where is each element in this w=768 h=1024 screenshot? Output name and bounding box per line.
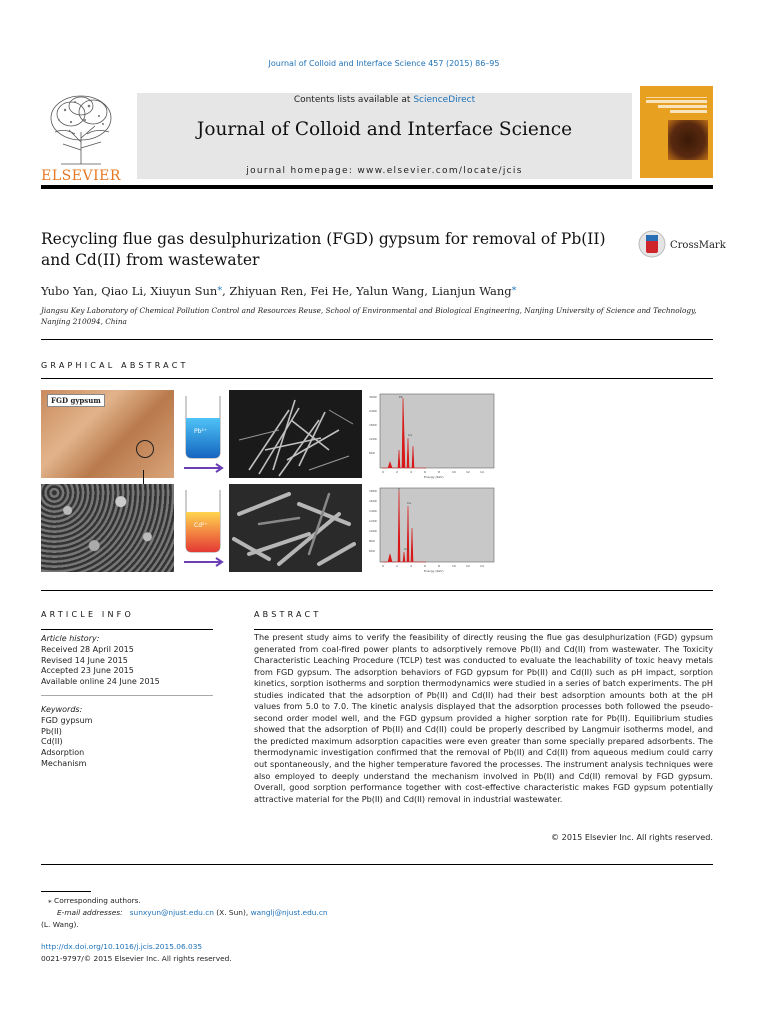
elsevier-tree-icon	[41, 92, 121, 166]
svg-text:1200: 1200	[369, 519, 377, 523]
footnote-rule	[41, 891, 91, 892]
contents-line	[137, 95, 632, 105]
history-received: Received 28 April 2015	[41, 644, 134, 654]
email-link-wang[interactable]: wanglj@njust.edu.cn	[250, 908, 328, 917]
svg-text:Energy (KeV): Energy (KeV)	[424, 569, 444, 573]
abstract-copyright: © 2015 Elsevier Inc. All rights reserved.	[551, 832, 713, 842]
svg-text:6: 6	[424, 470, 426, 474]
keywords	[41, 705, 213, 770]
rule-before-graphical-abstract	[41, 339, 713, 340]
abstract-body: The present study aims to verify the feasibility of directly reusing the flue gas desulphurization (FGD) gypsum generated from coal-fired power plants to adsorptively remove Pb(II) and Cd(II) from wastewater. The Toxicity Characteristic Leaching Procedure (TCLP) test was conducted to evaluate the leachability of toxic heavy metals from FGD gypsum. The adsorption behaviors of FGD gypsum for Pb(II) and Cd(II) such as pH impact, sorption kinetics, sorption isotherms and sorption thermodynamics were studied in a series of batch experiments. The pH studies indicated that the adsorption of Pb(II) and Cd(II) had their best adsorption amounts both at the pH values from 5.0 to 7.0. The kinetic analysis displayed that the adsorption processes both followed the pseudo-second order model well, and the FGD gypsum provided a higher sorption rate for Pb(II). Equilibrium studies showed that the adsorption of Pb(II) and Cd(II) could be properly described by Langmuir isotherms model, and the predicted maximum adsorption capacities were even greater than some specially prepared adsorbents. The thermodynamic investigation confirmed that the removal of Pb(II) and Cd(II) from aqueous medium could carry out spontaneously, and the higher temperature favored the processes. The instrument analysis techniques were also employed to deeply understand the mechanism involved in Pb(II) and Cd(II) removal by FGD gypsum. Overall, good sorption performance together with cost-effective characteristic makes FGD gypsum potentially attractive material for the Pb(II) and Cd(II) removal in industrial wastewater.	[254, 632, 713, 804]
svg-text:Cd: Cd	[404, 547, 408, 551]
svg-text:1200: 1200	[369, 437, 377, 441]
svg-text:2: 2	[396, 470, 398, 474]
zoom-circle-icon	[136, 440, 154, 458]
elsevier-logo	[41, 92, 121, 182]
article-info-heading: ARTICLE INFO	[41, 610, 134, 619]
journal-homepage[interactable]: journal homepage: www.elsevier.com/locate/jcis	[246, 166, 523, 176]
contents-prefix: Contents lists available at	[293, 95, 414, 105]
email-owner-sun: (X. Sun),	[213, 908, 251, 917]
abstract-heading: ABSTRACT	[254, 610, 322, 619]
svg-text:0: 0	[382, 564, 384, 568]
author-list	[41, 282, 516, 298]
paper-title: Recycling flue gas desulphurization (FGD) gypsum for removal of Pb(II) and Cd(II) from wastewater	[41, 230, 606, 269]
corresponding-marker[interactable]: ⁎	[217, 282, 223, 293]
journal-title: Journal of Colloid and Interface Science	[196, 119, 573, 140]
corresponding-note: ⁎ Corresponding authors.	[48, 896, 141, 905]
keyword-item: Mechanism	[41, 758, 87, 768]
authors-second: , Zhiyuan Ren, Fei He, Yalun Wang, Lianjun Wang	[222, 283, 512, 298]
gypsum-photo	[41, 390, 174, 478]
graphical-abstract-heading: GRAPHICAL ABSTRACT	[41, 361, 189, 370]
svg-text:14: 14	[480, 564, 484, 568]
abstract-rule	[254, 629, 713, 630]
svg-text:4: 4	[410, 470, 412, 474]
svg-text:Ca: Ca	[407, 501, 411, 505]
article-info-rule	[41, 629, 213, 630]
svg-text:10: 10	[452, 564, 456, 568]
svg-text:600: 600	[369, 451, 375, 455]
keyword-item: Adsorption	[41, 748, 85, 758]
svg-text:14: 14	[480, 470, 484, 474]
eds-spectrum-pb	[366, 388, 498, 480]
beaker-pb	[180, 392, 224, 476]
svg-text:8: 8	[438, 470, 440, 474]
history-online: Available online 24 June 2015	[41, 677, 160, 687]
keyword-item: FGD gypsum	[41, 715, 93, 725]
beaker-cd	[180, 486, 224, 570]
svg-text:1800: 1800	[369, 423, 377, 427]
svg-text:4: 4	[410, 564, 412, 568]
crossmark-label: CrossMark	[670, 240, 726, 251]
rule-after-graphical-abstract	[41, 590, 713, 591]
journal-cover	[640, 86, 713, 178]
authors-first: Yubo Yan, Qiao Li, Xiuyun Sun	[41, 283, 218, 298]
svg-text:10: 10	[452, 470, 456, 474]
email-label: E-mail addresses:	[57, 908, 123, 917]
svg-text:0: 0	[382, 470, 384, 474]
svg-text:12: 12	[466, 470, 470, 474]
svg-text:S: S	[398, 487, 400, 491]
svg-text:1400: 1400	[369, 509, 377, 513]
svg-text:12: 12	[466, 564, 470, 568]
sem-image-pb	[229, 390, 362, 478]
svg-text:600: 600	[369, 549, 375, 553]
photo-label: FGD gypsum	[47, 394, 105, 407]
email-line	[57, 907, 328, 918]
keyword-item: Pb(II)	[41, 726, 62, 736]
svg-text:8: 8	[438, 564, 440, 568]
svg-text:Energy (KeV): Energy (KeV)	[424, 475, 444, 479]
svg-text:800: 800	[369, 539, 375, 543]
gypsum-sem-image	[41, 484, 174, 572]
issn-line: 0021-9797/© 2015 Elsevier Inc. All rights reserved.	[41, 954, 232, 963]
history-rule	[41, 695, 213, 696]
keyword-item: Cd(II)	[41, 737, 63, 747]
svg-text:1600: 1600	[369, 499, 377, 503]
rule-under-graphical-heading	[41, 378, 713, 379]
ion-pb-label: Pb²⁺	[194, 428, 207, 435]
cover-title-lines	[646, 92, 707, 113]
sciencedirect-link[interactable]: ScienceDirect	[413, 95, 476, 105]
svg-text:Ca: Ca	[408, 433, 412, 437]
svg-text:Pb: Pb	[399, 395, 403, 399]
email-link-sun[interactable]: sunxyun@njust.edu.cn	[129, 908, 214, 917]
svg-text:1000: 1000	[369, 529, 377, 533]
history-revised: Revised 14 June 2015	[41, 655, 128, 665]
sem-image-cd	[229, 484, 362, 572]
doi-link[interactable]: http://dx.doi.org/10.1016/j.jcis.2015.06.035	[41, 942, 203, 951]
publisher-name: ELSEVIER	[41, 168, 121, 184]
svg-text:1800: 1800	[369, 489, 377, 493]
ion-cd-label: Cd²⁺	[194, 522, 208, 529]
article-history	[41, 634, 213, 688]
affiliation: Jiangsu Key Laboratory of Chemical Pollution Control and Resources Reuse, School of Environmental and Biological Engineering, Nanjing University of Science and Technology, Nanjing 210094, China	[41, 306, 697, 326]
header-rule	[41, 185, 713, 189]
eds-spectrum-cd	[366, 482, 498, 574]
corresponding-marker[interactable]: ⁎	[511, 282, 517, 293]
email-owner-wang: (L. Wang).	[41, 920, 79, 929]
journal-citation[interactable]: Journal of Colloid and Interface Science 457 (2015) 86–95	[268, 59, 500, 68]
svg-text:2400: 2400	[369, 409, 377, 413]
history-label: Article history:	[41, 634, 100, 643]
svg-text:6: 6	[424, 564, 426, 568]
history-accepted: Accepted 23 June 2015	[41, 666, 134, 676]
svg-text:3000: 3000	[369, 395, 377, 399]
crossmark-icon	[638, 229, 666, 259]
rule-after-abstract	[41, 864, 713, 865]
cover-image	[668, 120, 708, 160]
svg-text:2: 2	[396, 564, 398, 568]
zoom-pointer	[143, 470, 144, 484]
keywords-label: Keywords:	[41, 705, 83, 714]
